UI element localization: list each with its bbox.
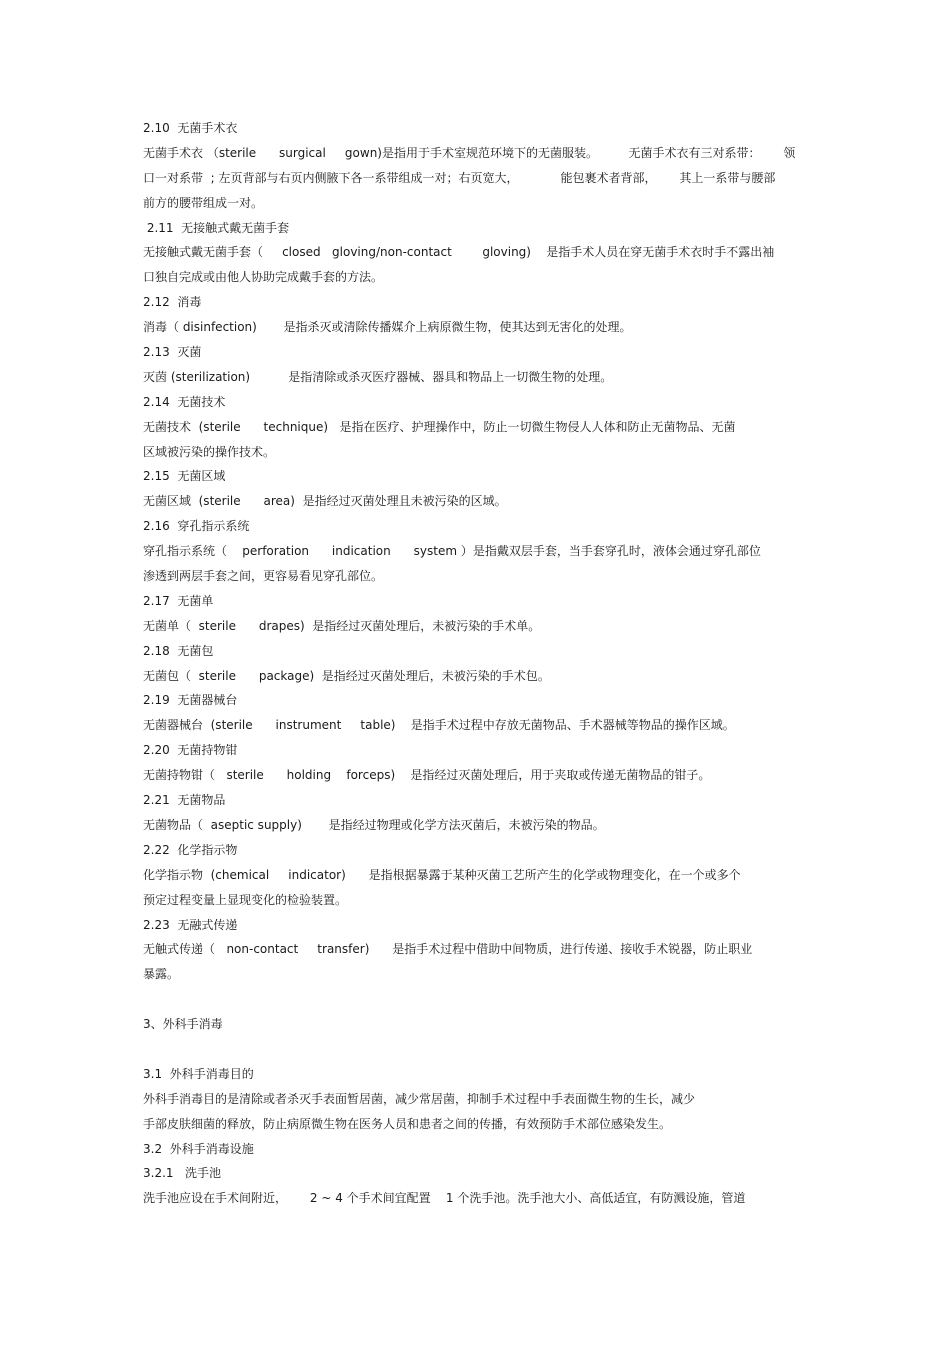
- section-heading-2-11: 2.11 无接触式戴无菌手套: [143, 220, 290, 235]
- chapter-title: 3、外科手消毒: [143, 1017, 223, 1032]
- section-heading-2-10: 2.10 无菌手术衣: [143, 121, 238, 135]
- section-text: 无菌物品（ aseptic supply) 是指经过物理或化学方法灭菌后，未被污染的物品。: [143, 817, 605, 832]
- section-heading-2-19: 2.19 无菌器械台: [143, 693, 238, 708]
- section-heading-2-17: 2.17 无菌单: [143, 593, 214, 608]
- section-text: 灭茵 (sterilization) 是指清除或杀灭医疗器械、器具和物品上一切微生物的处理。: [143, 369, 613, 384]
- section-heading-2-22: 2.22 化学指示物: [143, 842, 238, 857]
- section-text: 口一对系带 ; 左页背部与右页内侧腋下各一系带组成一对；右页宽大， 能包裹术者背部， 其上一系带与腰部: [143, 170, 776, 185]
- section-text: 暴露。: [143, 967, 180, 982]
- section-heading-2-15: 2.15 无菌区域: [143, 469, 226, 484]
- section-text: 外科手消毒目的是清除或者杀灭手表面暂居菌，减少常居菌，抑制手术过程中手表面微生物的生长，减少: [143, 1091, 696, 1106]
- spacer: [143, 987, 813, 1012]
- section-heading-3-1: 3.1 外科手消毒目的: [143, 1066, 254, 1081]
- section-text: 穿孔指示系统（ perforation indication system ）是指戴双层手套，当手套穿孔时，液体会通过穿孔部位: [143, 544, 761, 559]
- spacer: [143, 1037, 813, 1062]
- section-text: 化学指示物 (chemical indicator) 是指根据暴露于某种灭菌工艺所产生的化学或物理变化，在一个或多个: [143, 867, 741, 882]
- section-text: 口独自完成或由他人协助完成戴手套的方法。: [143, 270, 384, 285]
- section-text: 预定过程变量上显现变化的检验装置。: [143, 892, 348, 907]
- section-text: 渗透到两层手套之间，更容易看见穿孔部位。: [143, 569, 384, 584]
- section-text: 无接触式戴无菌手套（ closed gloving/non-contact gloving) 是指手术人员在穿无菌手术衣时手不露出袖: [143, 245, 775, 260]
- section-text: 无菌包（ sterile package) 是指经过灭菌处理后，未被污染的手术包。: [143, 668, 550, 683]
- section-heading-2-18: 2.18 无菌包: [143, 643, 214, 658]
- section-text: 前方的腰带组成一对。: [143, 195, 264, 210]
- section-text: 无菌手术衣 （sterile surgical gown)是指用于手术室规范环境下的无菌服装。 无菌手术衣有三对系带： 领: [143, 145, 796, 160]
- section-text: 无菌持物钳（ sterile holding forceps) 是指经过灭菌处理后，用于夹取或传递无菌物品的钳子。: [143, 768, 711, 783]
- section-heading-2-13: 2.13 灭菌: [143, 345, 202, 360]
- section-heading-2-23: 2.23 无融式传递: [143, 917, 238, 932]
- section-text: 无触式传递（ non-contact transfer) 是指手术过程中借助中间物质，进行传递、接收手术锐器，防止职业: [143, 942, 753, 957]
- section-text: 区域被污染的操作技术。: [143, 444, 276, 459]
- section-text: 消毒（ disinfection) 是指杀灭或清除传播媒介上病原微生物，使其达到无害化的处理。: [143, 320, 632, 335]
- section-heading-3-2: 3.2 外科手消毒设施: [143, 1141, 254, 1156]
- section-heading-2-14: 2.14 无菌技术: [143, 394, 226, 409]
- section-heading-3-2-1: 3.2.1 洗手池: [143, 1166, 221, 1181]
- section-heading-2-20: 2.20 无菌持物钳: [143, 743, 238, 758]
- section-text: 无菌技术 (sterile technique) 是指在医疗、护理操作中，防止一切微生物侵人人体和防止无菌物品、无菌: [143, 419, 736, 434]
- section-text: 手部皮肤细菌的释放，防止病原微生物在医务人员和患者之间的传播，有效预防手术部位感染发生。: [143, 1116, 672, 1131]
- section-text: 无菌器械台 (sterile instrument table) 是指手术过程中存放无菌物品、手术器械等物品的操作区域。: [143, 718, 735, 733]
- section-heading-2-21: 2.21 无菌物品: [143, 793, 226, 808]
- section-heading-2-16: 2.16 穿孔指示系统: [143, 519, 250, 534]
- section-text: 洗手池应设在手术间附近， 2 ~ 4 个手术间宜配置 1 个洗手池。洗手池大小、高低适宜，有防溅设施，管道: [143, 1191, 746, 1206]
- section-text: 无菌区域 (sterile area) 是指经过灭菌处理且未被污染的区域。: [143, 494, 507, 509]
- section-heading-2-12: 2.12 消毒: [143, 295, 202, 310]
- section-text: 无菌单（ sterile drapes) 是指经过灭菌处理后，未被污染的手术单。: [143, 618, 541, 633]
- document-body: [143, 116, 813, 1211]
